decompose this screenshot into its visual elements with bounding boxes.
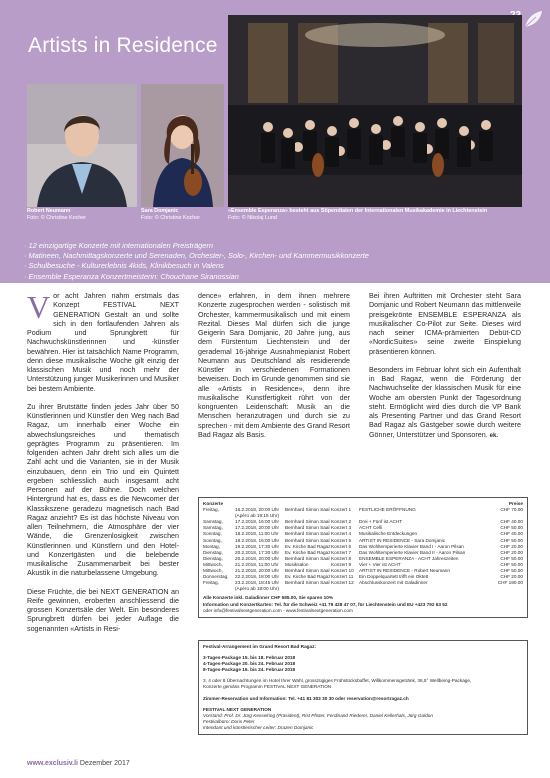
table-cell: CHF 20.00 (500, 543, 523, 549)
table-cell: Bernhard Simon Saal (285, 537, 330, 543)
table-cell: Konzert 4 (331, 531, 352, 537)
table-cell: 20.2.2018, 20:00 Uhr (235, 555, 280, 561)
highlights-list (24, 241, 524, 282)
table-cell: Das Wohltemperierte Klavier Band I - Aaron Pilsan (359, 543, 464, 549)
table-cell: 23.2.2018, 18:45 Uhr (235, 580, 280, 586)
page-title: Artists in Residence (28, 34, 218, 57)
table-cell: ENSEMBLE ESPERANZA - ACHT Jahreszeiten (359, 555, 459, 561)
table-cell: Bernhard Simon Saal (285, 580, 330, 586)
table-cell: Konzert 2 (331, 519, 352, 525)
table-cell: CHF 50.00 (500, 537, 523, 543)
table-cell: 22.2.2018, 18:00 Uhr (235, 574, 280, 580)
caption-robert-neumann: Robert Neumann Foto: © Christine Kocher (27, 208, 87, 221)
table-cell: CHF 40.00 (500, 519, 523, 525)
table-cell: Ein Doppelquartett trifft ein Oktett (359, 574, 429, 580)
article-column-2 (198, 292, 350, 449)
table-cell: Konzert 1 (331, 507, 352, 513)
paragraph: Vor acht Jahren nahm erstmals das Konzept FESTIVAL NEXT GENERATION Gestalt an und sollte sich in den fortlaufenden Jahren als Podium und Sprungbrett für Nachwuchskünstlerinnen und -künstler bewähren. Hier ist tatsächlich Name Programm, denn diese musikalische Woche gilt einzig der klassischen Musik und noch mehr der Unterstützung junger Musikerinnen und Musiker bei bestem Ambiente. (27, 289, 179, 393)
list-item: · Ensemble Esperanza Konzertmeisterin: Chouchane Siranossian (24, 272, 524, 282)
table-cell: Samstag, (203, 525, 223, 531)
table-cell: Konzert 7 (331, 549, 352, 555)
table-cell: Mittwoch, (203, 561, 223, 567)
site-link[interactable]: www.exclusiv.li (27, 760, 78, 767)
caption-sara-domjanic: Sara Domjanic Foto: © Christine Kocher (141, 208, 201, 221)
paragraph: dence» erfahren, in dem ihnen mehrere Konzerte zugesprochen werden - solistisch mit Orchester, kammermusikalisch und mit einem Rezital. Dieses Mal dürfen sich die junge Geigerin Sara Domjanic, 20 Jahre jung, aus dem Fürstentum Liechtenstein und der gerademal 16-jährige Ausnahmepianist Robert Neumann aus Deutschland als residierende Künstler in verschiedenen Formationen beweisen. Doch im Grunde genommen sind sie alle «Artists in Residence», denn ihre musikalische Kunstfertigkeit rührt von der kongruenten Leidenschaft: Musik an die Menschen heranzutragen und durch sie zu sprechen - mit dem Ambiente des Grand Resort Bad Ragaz als Basis. (198, 292, 350, 439)
table-cell: Konzert 6 (331, 543, 352, 549)
table-cell: 19.2.2018, 17:30 Uhr (235, 543, 280, 549)
dropcap: V (27, 289, 51, 325)
paragraph: Bei ihren Auftritten mit Orchester steht Sara Domjanic und Robert Neumann das mittlerweile preisgekrönte ENSEMBLE ESPERANZA als musikalischer Co-Pilot zur Seite. Dieses wird nach seiner ICMA-prämierten Debüt-CD «NordicSuites» seine zweite Einspielung präsentieren können. (369, 292, 521, 356)
table-cell: ARTIST IN RESIDENCE - Robert Neumann (359, 568, 451, 574)
list-item: 8-Tages-Package 16. bis 24. Februar 2018 (203, 667, 296, 673)
table-cell: Das Wohltemperierte Klavier Band II - Aaron Pilsan (359, 549, 466, 555)
table-cell: Konzert 10 (331, 568, 354, 574)
table-cell: Bernhard Simon Saal (285, 531, 330, 537)
photo-robert-neumann (27, 84, 137, 207)
table-cell: Bernhard Simon Saal (285, 507, 330, 513)
photo-sara-domjanic (141, 84, 224, 207)
table-cell: CHF 50.00 (500, 568, 523, 574)
schedule-rows (203, 507, 523, 592)
table-cell: Bernhard Simon Saal (285, 568, 330, 574)
table-cell: Ev. Kirche Bad Ragaz (285, 549, 331, 555)
list-item: 4-Tages-Package 20. bis 24. Februar 2018 (203, 661, 296, 667)
table-cell: CHF 20.00 (500, 574, 523, 580)
table-cell: Montag, (203, 543, 220, 549)
table-cell: CHF 40.00 (500, 531, 523, 537)
paragraph: Besonders im Februar lohnt sich ein Aufenthalt in Bad Ragaz, wenn die Förderung der Nachwuchselite der klassischen Musik für eine Woche am obersten Punkt der Tagesordnung steht. Ermöglicht wird dies durch die VP Bank als Presenting Partner und das Grand Resort Bad Ragaz als Gastgeber sowie durch weitere Gönner, Unterstützer und Sponsoren. ek. (369, 365, 521, 439)
table-cell: 16.2.2018, 20:00 Uhr (235, 507, 280, 513)
table-cell: Ev. Kirche Bad Ragaz (285, 574, 331, 580)
table-cell: 21.2.2018, 20:00 Uhr (235, 568, 280, 574)
article-column-1 (27, 289, 179, 643)
table-row-note: (Apéro ab 19:15 Uhr) (235, 513, 280, 519)
schedule-header: Konzerte Preise (203, 501, 523, 506)
table-cell: Konzert 11 (331, 574, 354, 580)
table-cell: Musiksalon (285, 561, 309, 567)
table-cell: Bernhard Simon Saal (285, 519, 330, 525)
table-cell: Sonntag, (203, 531, 222, 537)
table-cell: Ev. Kirche Bad Ragaz (285, 543, 331, 549)
page-footer: www.exclusiv.li Dezember 2017 (27, 760, 130, 767)
table-cell: Abschlusskonzert mit Galadinner (359, 580, 428, 586)
table-cell: Konzert 3 (331, 525, 352, 531)
table-cell: CHF 70.00 (500, 507, 523, 513)
list-item: · 12 einzigartige Konzerte mit internationalen Preisträgern (24, 241, 524, 251)
table-cell: CHF 20.00 (500, 549, 523, 555)
list-item: · Schulbesuche - Kulturerlebnis 4kids, Klinikbesuch in Valens (24, 261, 524, 271)
table-cell: Konzert 8 (331, 555, 352, 561)
table-cell: ARTIST IN RESIDENCE - Sara Domjanic (359, 537, 446, 543)
table-cell: CHF 190.00 (497, 580, 523, 586)
table-cell: ACHT Celli (359, 525, 383, 531)
table-cell: Freitag, (203, 580, 219, 586)
table-cell: Drei + Fünf ist ACHT (359, 519, 403, 525)
table-cell: Dienstag, (203, 549, 223, 555)
table-cell: Sonntag, (203, 537, 222, 543)
table-row-note: (Apéro ab 18:00 Uhr) (235, 586, 280, 592)
table-cell: 18.2.2018, 11:00 Uhr (235, 531, 279, 537)
leaf-icon (522, 8, 544, 30)
table-cell: CHF 50.00 (500, 561, 523, 567)
list-item: 3-Tages-Package 15. bis 18. Februar 2018 (203, 655, 296, 661)
article-column-3 (369, 292, 521, 450)
table-cell: Dienstag, (203, 555, 223, 561)
festival-packages: Festival-Arrangement im Grand Resort Bad Ragaz: 3-Tages-Package 15. bis 18. Februar 2018 4-Tages-Package 20. bis 24. Februar 2018 8-Tages-Package 16. bis 24. Februar 2018 3, 4 oder 8 Übernachtungen im Hotel Ihrer Wahl, grosszügiges Frühstücksbuffet, Willkommensgetränk, 36,5° Wellbeing-Package, Konzerte gemäss Programm FESTIVAL NEXT GENERATION Zimmer-Reservation und Information: Tel. +41 81 303 30 30 oder reservation@resortragaz.ch FESTIVAL NEXT GENERATION Vorstand: Prof. Dr. Jürg Kesselring (Präsident), Rist Pfister, Ferdinand Riederer, Daniel Kellerhals, Jürg Guldon Festivalbüro: Doris Peter Intendant und künstlerischer Leiter: Drazen Domjanic (198, 640, 528, 735)
table-cell: Mittwoch, (203, 568, 223, 574)
table-cell: Bernhard Simon Saal (285, 555, 330, 561)
table-cell: FESTLICHE ERÖFFNUNG (359, 507, 416, 513)
table-cell: 21.2.2018, 11:00 Uhr (235, 561, 279, 567)
table-cell: Freitag, (203, 507, 219, 513)
table-cell: Vier + Vier ist ACHT (359, 561, 401, 567)
table-cell: CHF 50.00 (500, 555, 523, 561)
schedule-footer: Alle Konzerte inkl. Galadinner CHF 585.00, Sie sparen 10% Information und Konzertkarten: Tel. für die Schweiz +41 79 428 47 07, für Liechtenstein und EU +423 792 63 52 oder info@festivalnextgeneration.com - www.festivalnextgeneration.com (203, 595, 448, 613)
table-cell: CHF 50.00 (500, 525, 523, 531)
table-cell: 18.2.2018, 16:00 Uhr (235, 537, 280, 543)
table-cell: Bernhard Simon Saal (285, 525, 330, 531)
table-cell: 17.2.2018, 16:00 Uhr (235, 519, 280, 525)
table-cell: Donnerstag, (203, 574, 229, 580)
paragraph: Diese Früchte, die bei NEXT GENERATION an Reife gewinnen, eroberten anschliessend die grossen Konzertsäle der Welt. Ein besonderes Sprungbrett dürfen bei jeder Auflage die sogenannten «Artists in Resi- (27, 587, 179, 633)
concert-schedule (198, 497, 528, 618)
photo-ensemble-esperanza (228, 15, 522, 207)
table-cell: Konzert 12 (331, 580, 354, 586)
table-cell: 17.2.2018, 20:00 Uhr (235, 525, 280, 531)
table-cell: Samstag, (203, 519, 223, 525)
list-item: · Matineen, Nachmittagskonzerte und Serenaden, Orchester-, Solo-, Kirchen- und Kammermusikkonzerte (24, 251, 524, 261)
author-mark: ek. (489, 432, 499, 439)
table-cell: Musikalische Entdeckungen (359, 531, 418, 537)
table-cell: 20.2.2018, 17:30 Uhr (235, 549, 280, 555)
paragraph: Zu ihrer Brutstätte finden jedes Jahr über 50 Künstlerinnen und Künstler den Weg nach Bad Ragaz, um innerhalb einer Woche ein abwechslungsreiches und thematisch geprägtes Programm zu präsentieren. Im folgenden achten Jahr dreht sich alles um die Zahl acht und die Varianten, sie in der Musik einzubauen, denn ein Trio und ein Quintett ergeben schliesslich auch insgesamt acht Personen auf der Bühne. Doch welchen Hintergrund hat es, dass es die Newcomer der Klassikszene geradezu magnetisch nach Bad Ragaz anzieht? Es ist das höchste Niveau von allen Teilnehmern, die Atmosphäre der vier Wände, die Grenzenlosigkeit zwischen Künstlerinnen und Künstlern und den Hotel- und Konzertgästen und die belebende musikalische Zusammenarbeit bei bester Akustik in die naturbelassene Umgebung. (27, 402, 179, 578)
table-cell: Konzert 9 (331, 561, 352, 567)
table-cell: Konzert 5 (331, 537, 352, 543)
caption-ensemble: «Ensemble Esperanza» besteht aus Stipendiaten der Internationalen Musikakademie in Liechtenstein Foto: © Nikolaj Lund (228, 208, 488, 221)
